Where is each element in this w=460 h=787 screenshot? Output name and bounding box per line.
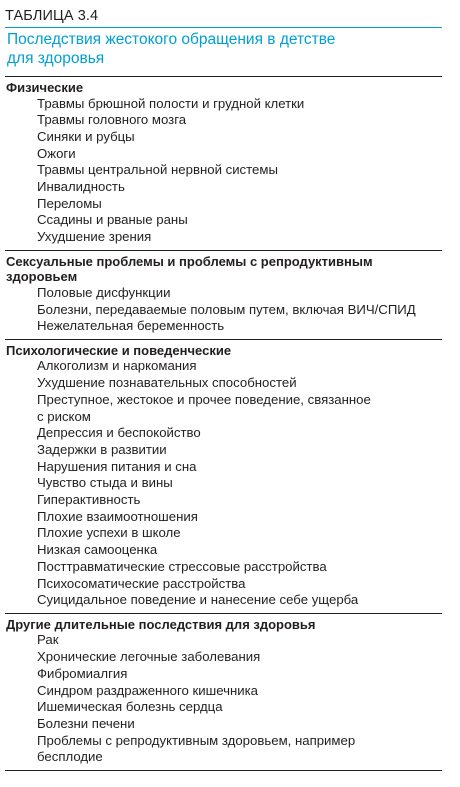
table-label: ТАБЛИЦА 3.4 xyxy=(5,8,99,24)
section-item-list xyxy=(5,632,442,766)
section-heading: Психологические и поведенческие xyxy=(6,342,232,358)
list-item: Переломы xyxy=(37,195,102,211)
list-item: Ухудшение познавательных способностей xyxy=(37,375,297,391)
list-item: Травмы брюшной полости и грудной клетки xyxy=(37,95,305,111)
list-item: Болезни печени xyxy=(37,716,135,731)
list-item: Болезни, передаваемые половым путем, включая ВИЧ/СПИД xyxy=(37,301,416,317)
list-item: Половые дисфункции xyxy=(37,284,171,300)
list-item: Плохие успехи в школе xyxy=(37,525,181,541)
list-item: Задержки в развитии xyxy=(37,441,167,457)
list-item: Ишемическая болезнь сердца xyxy=(37,699,223,715)
section-heading: Физические xyxy=(6,80,84,95)
list-item: Низкая самооценка xyxy=(37,542,158,558)
title-rule xyxy=(5,27,442,28)
section-item-list xyxy=(5,285,442,335)
table-title: Последствия жестокого обращения в детстве для здоровья xyxy=(7,31,336,67)
sections-container xyxy=(5,77,442,770)
table-3-4 xyxy=(5,8,442,771)
list-item: Плохие взаимоотношения xyxy=(37,508,198,524)
section-item-list xyxy=(5,96,442,246)
list-item: Синдром раздраженного кишечника xyxy=(37,682,259,698)
list-item: Депрессия и беспокойство xyxy=(37,425,201,441)
list-item: Ухудшение зрения xyxy=(37,229,152,245)
list-item: Нежелательная беременность xyxy=(37,318,225,334)
list-item: Алкоголизм и наркомания xyxy=(37,358,197,374)
list-item: Ссадины и рваные раны xyxy=(37,212,188,228)
list-item: Посттравматические стрессовые расстройства xyxy=(37,558,327,574)
list-item: Преступное, жестокое и прочее поведение, связанное с риском xyxy=(37,391,371,424)
list-item: Ожоги xyxy=(37,145,76,161)
list-item: Инвалидность xyxy=(37,179,125,195)
list-item: Чувство стыда и вины xyxy=(37,475,173,491)
list-item: Гиперактивность xyxy=(37,492,141,508)
list-item: Травмы центральной нервной системы xyxy=(37,162,278,178)
list-item: Рак xyxy=(37,632,59,648)
section-heading: Сексуальные проблемы и проблемы с репродуктивным здоровьем xyxy=(6,253,373,285)
table-section xyxy=(5,614,442,770)
list-item: Фибромиалгия xyxy=(37,665,128,681)
list-item: Нарушения питания и сна xyxy=(37,458,197,474)
list-item: Хронические легочные заболевания xyxy=(37,649,261,665)
list-item: Травмы головного мозга xyxy=(37,112,187,128)
table-section xyxy=(5,77,442,250)
table-section xyxy=(5,251,442,339)
list-item: Синяки и рубцы xyxy=(37,128,135,144)
section-item-list xyxy=(5,358,442,609)
section-heading: Другие длительные последствия для здоровья xyxy=(6,616,316,632)
table-section xyxy=(5,340,442,613)
list-item: Психосоматические расстройства xyxy=(37,575,246,591)
bottom-rule xyxy=(5,770,442,771)
list-item: Проблемы с репродуктивным здоровьем, например бесплодие xyxy=(37,732,356,765)
list-item: Суицидальное поведение и нанесение себе ущерба xyxy=(37,592,359,608)
